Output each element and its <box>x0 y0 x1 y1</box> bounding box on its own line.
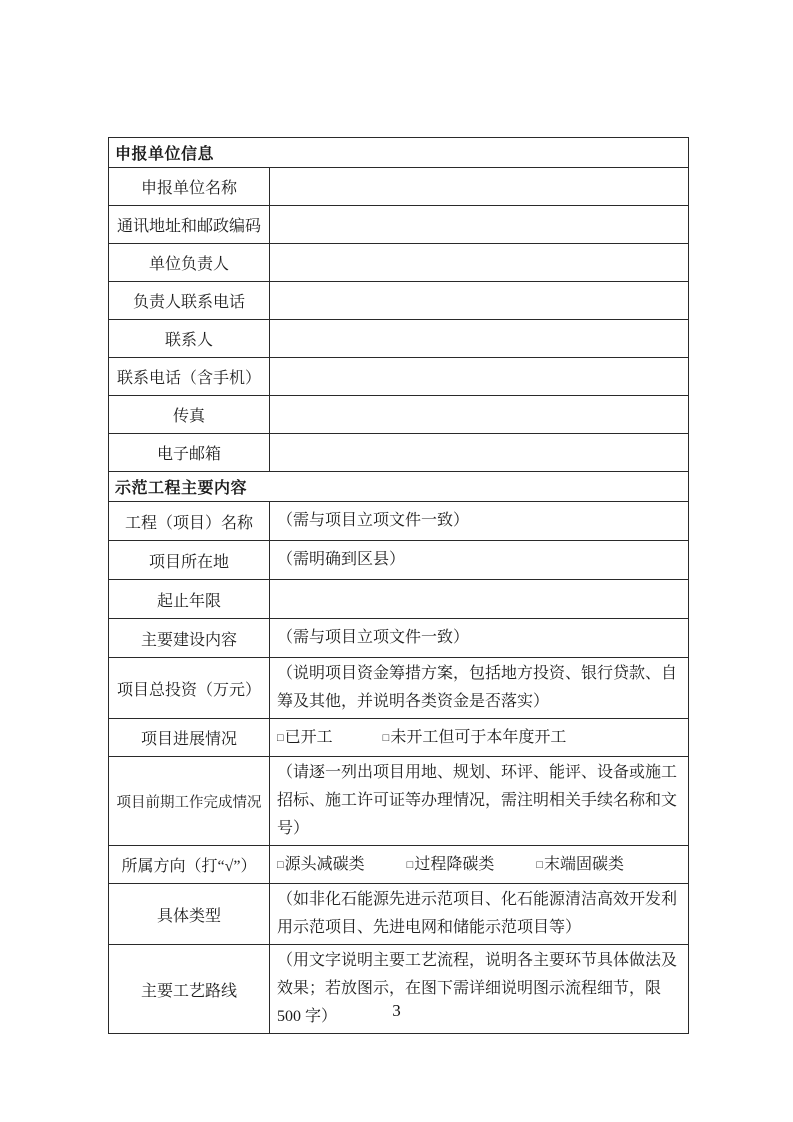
table-row <box>109 757 689 846</box>
application-form-table <box>108 137 689 1034</box>
table-row <box>109 619 689 658</box>
field-input-area[interactable] <box>270 580 689 619</box>
field-label: 负责人联系电话 <box>109 282 270 320</box>
table-row <box>109 244 689 282</box>
field-input-area[interactable] <box>270 396 689 434</box>
table-row <box>109 320 689 358</box>
field-label: 主要工艺路线 <box>109 945 270 1034</box>
checkbox-option-label: 未开工但可于本年度开工 <box>390 728 567 746</box>
field-input-area[interactable] <box>270 358 689 396</box>
table-row <box>109 396 689 434</box>
checkbox-option-label: 已开工 <box>284 728 333 746</box>
table-row <box>109 846 689 884</box>
field-input-area[interactable] <box>270 282 689 320</box>
field-input-area[interactable] <box>270 168 689 206</box>
field-label: 具体类型 <box>109 884 270 945</box>
field-label: 所属方向（打“√”） <box>109 846 270 884</box>
checkbox-option[interactable] <box>277 851 365 879</box>
table-row <box>109 168 689 206</box>
field-input-area[interactable] <box>270 244 689 282</box>
field-label: 起止年限 <box>109 580 270 619</box>
checkbox-icon: □ <box>406 858 414 871</box>
checkbox-option-label: 源头减碳类 <box>284 855 365 873</box>
field-hint: （请逐一列出项目用地、规划、环评、能评、设备或施工招标、施工许可证等办理情况，需注明相关手续名称和文号） <box>270 757 689 846</box>
field-label: 工程（项目）名称 <box>109 502 270 541</box>
table-row <box>109 658 689 719</box>
field-label: 传真 <box>109 396 270 434</box>
field-label: 通讯地址和邮政编码 <box>109 206 270 244</box>
table-row <box>109 580 689 619</box>
field-label: 申报单位名称 <box>109 168 270 206</box>
checkbox-icon: □ <box>277 858 284 871</box>
field-hint: （用文字说明主要工艺流程，说明各主要环节具体做法及效果；若放图示，在图下需详细说明图示流程细节，限 500 字） <box>270 945 689 1034</box>
table-row <box>109 434 689 472</box>
table-row <box>109 358 689 396</box>
table-row <box>109 541 689 580</box>
checkbox-option[interactable] <box>407 851 495 879</box>
section-header-applicant-info: 申报单位信息 <box>109 138 689 168</box>
field-label: 主要建设内容 <box>109 619 270 658</box>
field-label: 联系人 <box>109 320 270 358</box>
table-row <box>109 502 689 541</box>
table-row <box>109 884 689 945</box>
field-label: 项目总投资（万元） <box>109 658 270 719</box>
field-label: 电子邮箱 <box>109 434 270 472</box>
table-row <box>109 719 689 757</box>
checkbox-icon: □ <box>277 731 284 744</box>
checkbox-option-label: 末端固碳类 <box>544 855 625 873</box>
field-label: 项目所在地 <box>109 541 270 580</box>
checkbox-option[interactable] <box>383 724 567 752</box>
checkbox-option[interactable] <box>536 851 624 879</box>
field-hint: （需与项目立项文件一致） <box>270 502 689 541</box>
field-options <box>270 846 689 884</box>
field-hint: （需与项目立项文件一致） <box>270 619 689 658</box>
field-label: 项目进展情况 <box>109 719 270 757</box>
field-label: 联系电话（含手机） <box>109 358 270 396</box>
field-options <box>270 719 689 757</box>
field-input-area[interactable] <box>270 320 689 358</box>
checkbox-option[interactable] <box>277 724 333 752</box>
checkbox-option-label: 过程降碳类 <box>414 855 495 873</box>
field-label: 项目前期工作完成情况 <box>109 757 270 846</box>
table-row <box>109 282 689 320</box>
checkbox-icon: □ <box>536 858 543 871</box>
page-number: 3 <box>392 1001 401 1020</box>
field-input-area[interactable] <box>270 434 689 472</box>
field-hint: （如非化石能源先进示范项目、化石能源清洁高效开发利用示范项目、先进电网和储能示范项目等） <box>270 884 689 945</box>
field-input-area[interactable] <box>270 206 689 244</box>
field-label: 单位负责人 <box>109 244 270 282</box>
field-hint: （说明项目资金筹措方案，包括地方投资、银行贷款、自筹及其他，并说明各类资金是否落实） <box>270 658 689 719</box>
table-row <box>109 206 689 244</box>
section-header-project-content: 示范工程主要内容 <box>109 472 689 502</box>
field-hint: （需明确到区县） <box>270 541 689 580</box>
checkbox-icon: □ <box>382 731 390 744</box>
